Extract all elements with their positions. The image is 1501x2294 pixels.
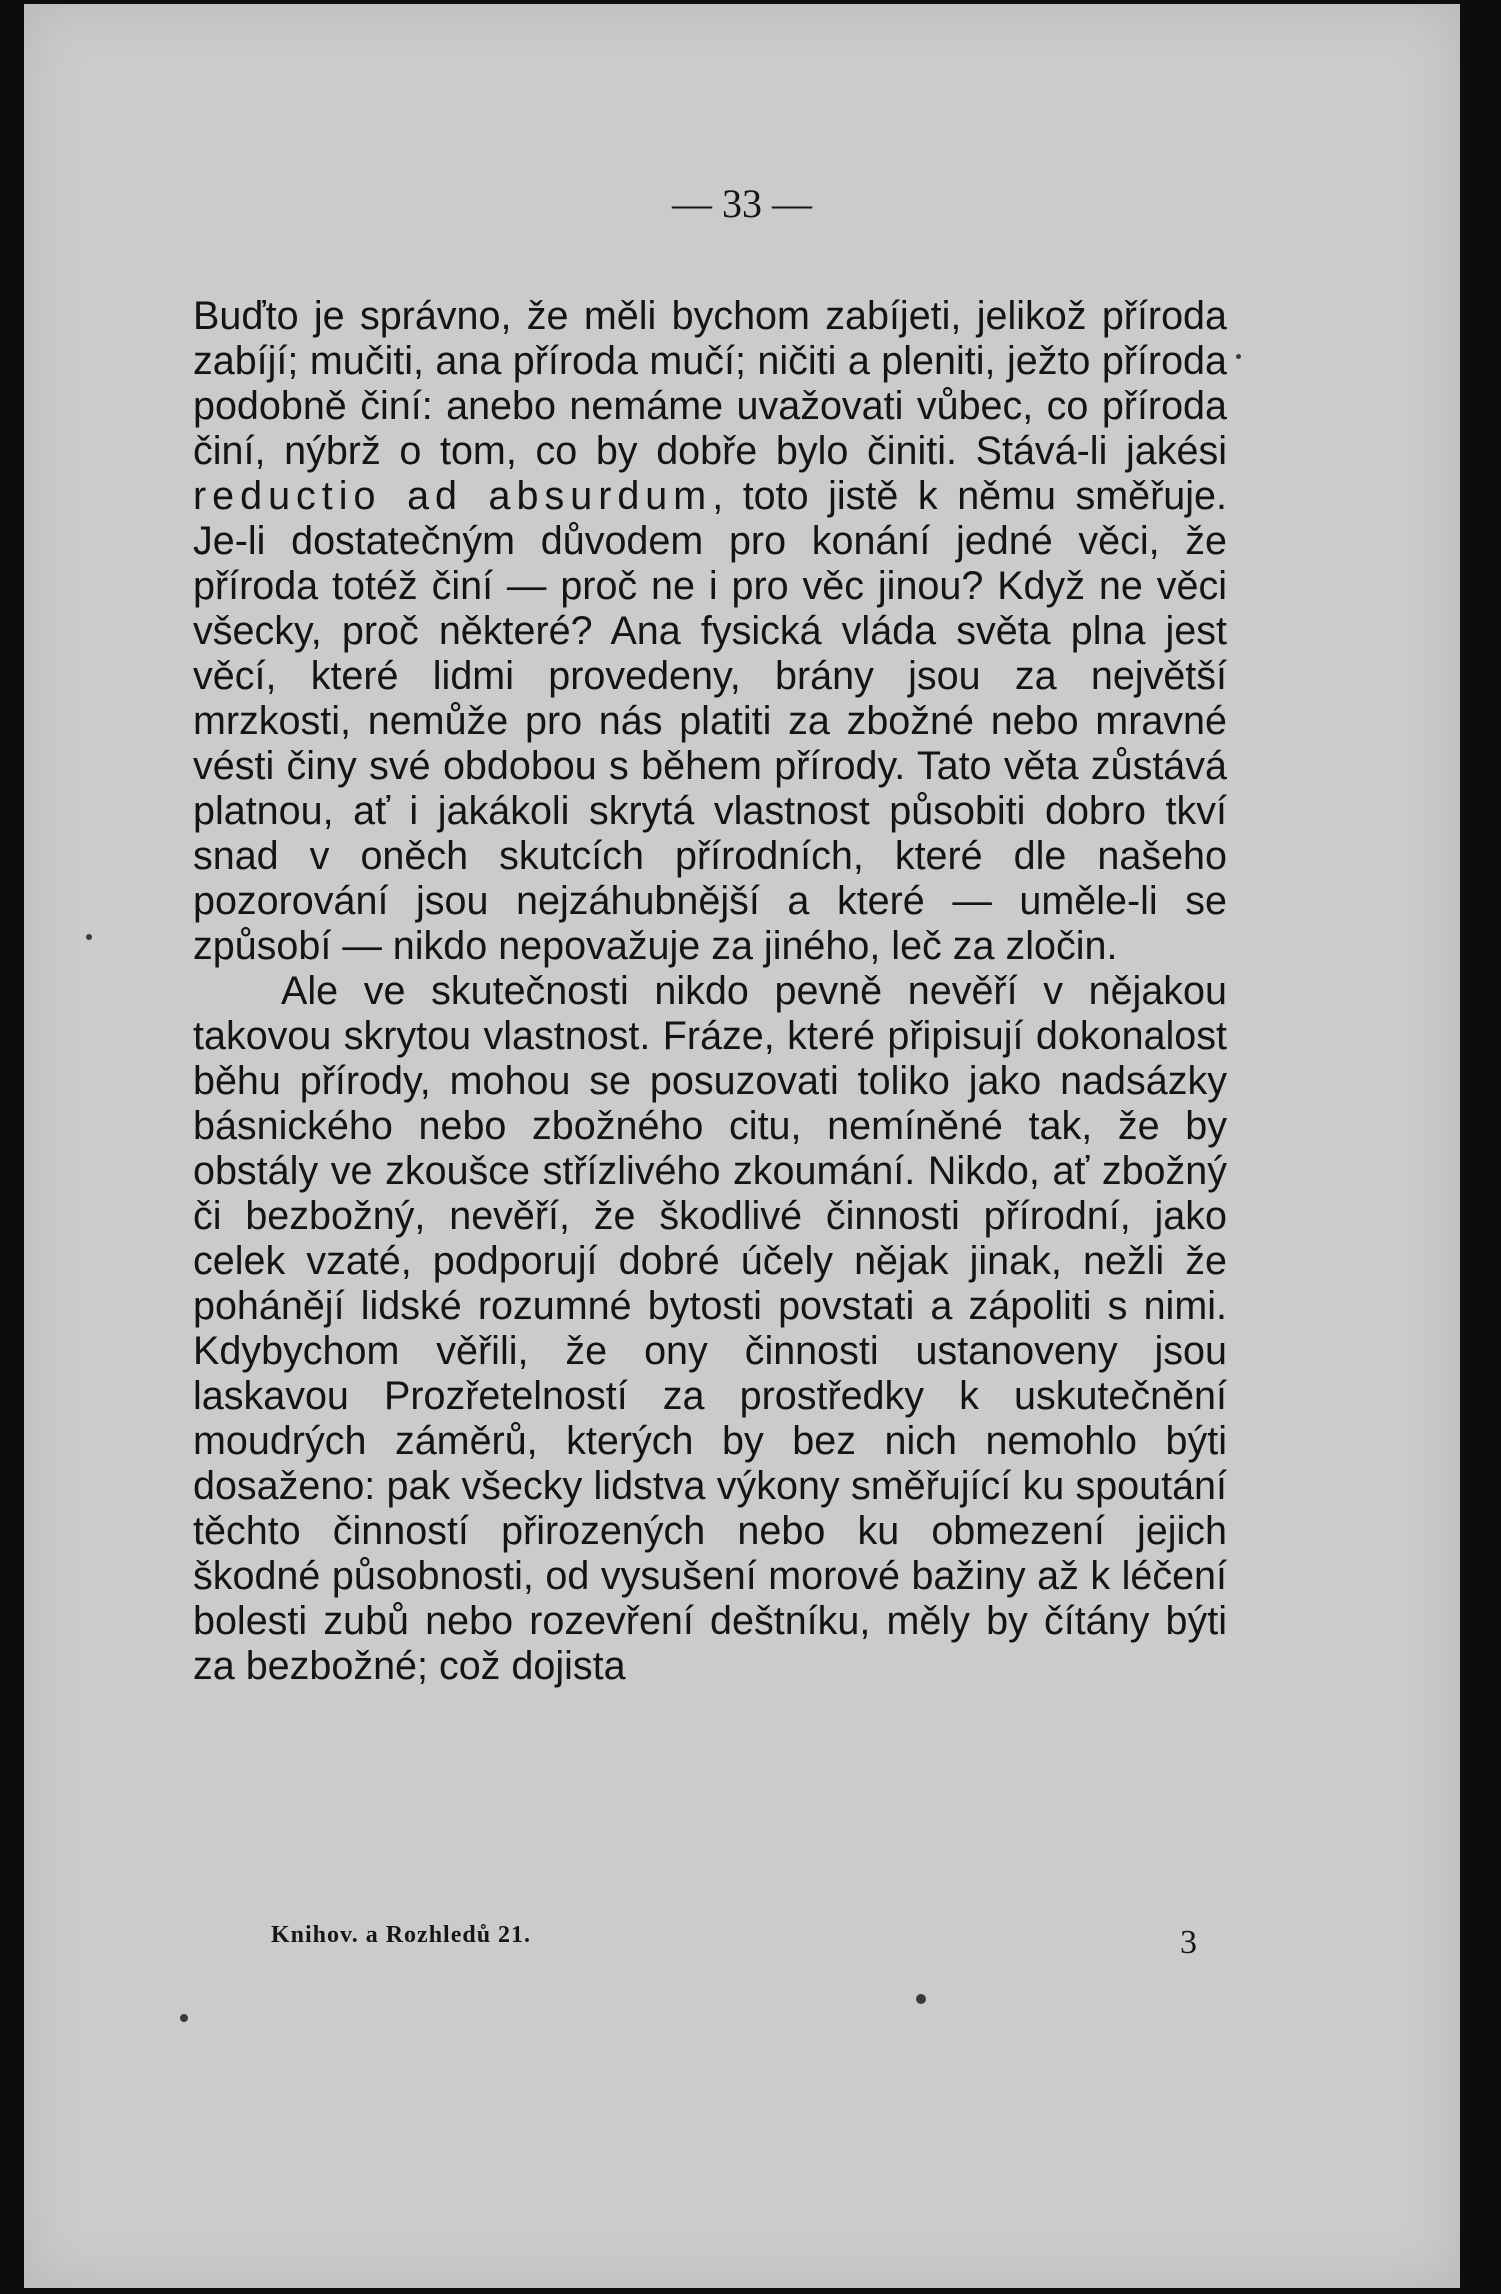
dust-speck [180, 2014, 188, 2022]
paragraph-1 [193, 294, 1227, 969]
paragraph-1-part-3: , toto jistě k němu směřuje. Je-li dostatečným důvodem pro konání jedné věci, že příroda totéž činí — proč ne i pro věc jinou? Když ne věci všecky, proč některé? Ana fysická vláda světa plna jest věcí, které lidmi provedeny, brány jsou za největší mrzkosti, nemůže pro nás platiti za zbožné nebo mravné vésti činy své obdobou s během přírody. Tato věta zůstává platnou, ať i jakákoli skrytá vlastnost působiti dobro tkví snad v oněch skutcích přírodních, které dle našeho pozorování jsou nejzáhubnější a které — uměle-li se způsobí — nikdo nepovažuje za jiného, leč za zločin. [193, 474, 1227, 968]
dust-speck [916, 1994, 926, 2004]
book-page [24, 4, 1460, 2288]
page-footer [193, 1922, 1227, 1962]
paragraph-1-part-1: Buďto je správno, že měli bychom zabíjeti, jelikož příroda zabíjí; mučiti, ana příroda mučí; ničiti a pleniti, ježto příroda podobně činí: anebo nemáme uvažovati vůbec, co příroda činí, nýbrž o tom, co by dobře bylo činiti. Stává-li jakési [193, 294, 1227, 473]
signature-mark: Knihov. a Rozhledů 21. [271, 1922, 532, 1948]
paragraph-2: Ale ve skutečnosti nikdo pevně nevěří v nějakou takovou skrytou vlastnost. Fráze, které připisují dokonalost běhu přírody, mohou se posuzovati toliko jako nadsázky básnického nebo zbožného citu, nemíněné tak, že by obstály ve zkoušce střízlivého zkoumání. Nikdo, ať zbožný či bezbožný, nevěří, že škodlivé činnosti přírodní, jako celek vzaté, podporují dobré účely nějak jinak, nežli že pohánějí lidské rozumné bytosti povstati a zápoliti s nimi. Kdybychom věřili, že ony činnosti ustanoveny jsou laskavou Prozřetelností za prostředky k uskutečnění moudrých záměrů, kterých by bez nich nemohlo býti dosaženo: pak všecky lidstva výkony směřující ku spoutání těchto činností přirozených nebo ku obmezení jejich škodné působnosti, od vysušení morové bažiny až k léčení bolesti zubů nebo rozevření deštníku, měly by čítány býti za bezbožné; což dojista [193, 969, 1227, 1688]
body-text [193, 294, 1227, 1689]
page-number: — 33 — [672, 181, 812, 226]
sheet-number: 3 [1180, 1924, 1197, 1961]
dust-speck [86, 934, 92, 940]
paragraph-1-emphasis: reductio ad absurdum [193, 474, 713, 518]
dust-speck [1236, 354, 1241, 359]
